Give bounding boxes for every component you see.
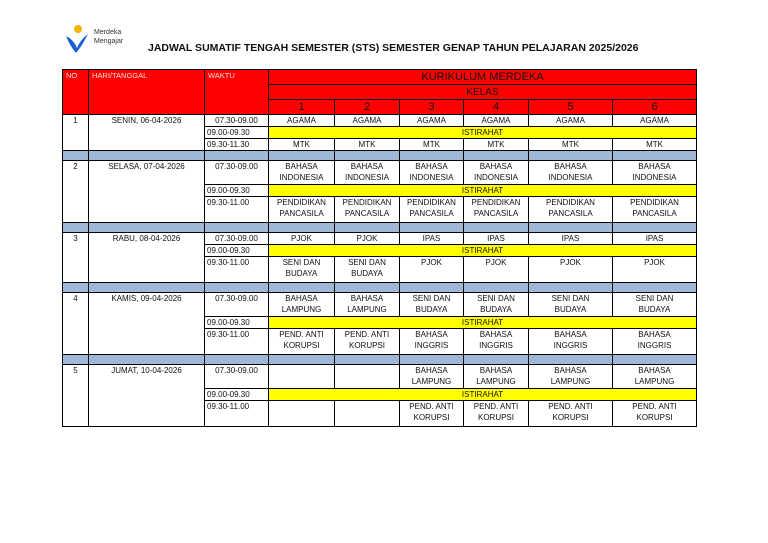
break-label: ISTIRAHAT <box>269 389 697 401</box>
subject-cell-line: SENI DAN <box>348 258 386 267</box>
subject-cell <box>464 293 529 317</box>
separator-cell <box>205 283 269 293</box>
subject-cell <box>335 197 400 223</box>
subject-cell-line: LAMPUNG <box>550 377 591 386</box>
subject-cell-line: BUDAYA <box>351 269 383 278</box>
separator-cell <box>335 223 400 233</box>
subject-cell-line: BAHASA <box>285 294 318 303</box>
separator-cell <box>529 283 613 293</box>
day-date: KAMIS, 09-04-2026 <box>89 293 205 355</box>
subject-cell: PJOK <box>464 257 529 283</box>
day-number: 4 <box>63 293 89 355</box>
separator-cell <box>89 355 205 365</box>
subject-cell-line: PANCASILA <box>279 209 324 218</box>
day-number: 3 <box>63 233 89 283</box>
separator-cell <box>89 283 205 293</box>
session-2-time: 09.30-11.00 <box>205 401 269 427</box>
subject-cell: PJOK <box>335 233 400 245</box>
subject-cell-line: INDONESIA <box>279 173 324 182</box>
header-day: HARI/TANGGAL <box>89 70 205 115</box>
subject-cell: IPAS <box>529 233 613 245</box>
subject-cell-line: PEND. ANTI <box>279 330 324 339</box>
separator-cell <box>63 151 89 161</box>
subject-cell <box>613 401 697 427</box>
subject-cell-line: KORUPSI <box>477 413 514 422</box>
subject-cell <box>613 161 697 185</box>
session-1-time: 07.30-09.00 <box>205 293 269 317</box>
subject-cell-line: BUDAYA <box>285 269 318 278</box>
session-1-time: 07.30-09.00 <box>205 233 269 245</box>
subject-cell-line: BAHASA <box>415 330 448 339</box>
day-separator <box>63 223 697 233</box>
separator-cell <box>400 223 464 233</box>
subject-cell <box>529 401 613 427</box>
separator-cell <box>269 283 335 293</box>
subject-cell-line: BAHASA <box>415 162 448 171</box>
subject-cell <box>464 401 529 427</box>
logo-figure-icon <box>64 24 90 54</box>
subject-cell: PJOK <box>613 257 697 283</box>
day-number: 5 <box>63 365 89 427</box>
subject-cell: MTK <box>269 139 335 151</box>
subject-cell-line: PEND. ANTI <box>632 402 677 411</box>
page-title: JADWAL SUMATIF TENGAH SEMESTER (STS) SEMESTER GENAP TAHUN PELAJARAN 2025/2026 <box>148 42 639 54</box>
separator-cell <box>205 355 269 365</box>
subject-cell-line: BUDAYA <box>480 305 512 314</box>
header-class-6: 6 <box>613 100 697 115</box>
subject-cell <box>400 329 464 355</box>
subject-cell-line: INDONESIA <box>548 173 593 182</box>
separator-cell <box>464 355 529 365</box>
header-class-1: 1 <box>269 100 335 115</box>
separator-cell <box>335 151 400 161</box>
subject-cell-line: KORUPSI <box>283 341 320 350</box>
subject-cell <box>269 365 335 389</box>
subject-cell <box>335 365 400 389</box>
header-no: NO <box>63 70 89 115</box>
separator-cell <box>613 283 697 293</box>
day-number: 2 <box>63 161 89 223</box>
subject-cell-line: PEND. ANTI <box>473 402 519 411</box>
day-separator <box>63 283 697 293</box>
break-time: 09.00-09.30 <box>205 317 269 329</box>
subject-cell-line: BAHASA <box>479 162 513 171</box>
subject-cell-line: BAHASA <box>479 330 513 339</box>
subject-cell-line: PEND. ANTI <box>548 402 593 411</box>
separator-cell <box>613 355 697 365</box>
subject-cell: AGAMA <box>335 115 400 127</box>
subject-cell-line: INGGRIS <box>414 341 449 350</box>
subject-cell <box>335 293 400 317</box>
subject-cell: AGAMA <box>529 115 613 127</box>
separator-cell <box>613 223 697 233</box>
subject-cell-line: PEND. ANTI <box>409 402 454 411</box>
subject-cell <box>400 365 464 389</box>
subject-cell: IPAS <box>464 233 529 245</box>
header-class-5: 5 <box>529 100 613 115</box>
break-label: ISTIRAHAT <box>269 245 697 257</box>
day-separator <box>63 151 697 161</box>
subject-cell-line: BAHASA <box>554 366 587 375</box>
subject-cell <box>269 293 335 317</box>
separator-cell <box>529 151 613 161</box>
separator-cell <box>400 283 464 293</box>
subject-cell <box>464 365 529 389</box>
separator-cell <box>63 223 89 233</box>
subject-cell: AGAMA <box>269 115 335 127</box>
subject-cell: IPAS <box>613 233 697 245</box>
subject-cell-line: SENI DAN <box>551 294 590 303</box>
subject-cell <box>613 329 697 355</box>
subject-cell-line: INDONESIA <box>409 173 454 182</box>
header-curriculum: KURIKULUM MERDEKA <box>269 70 697 85</box>
subject-cell-line: INGGRIS <box>479 341 513 350</box>
subject-cell: MTK <box>400 139 464 151</box>
break-time: 09.00-09.30 <box>205 185 269 197</box>
subject-cell: PJOK <box>529 257 613 283</box>
subject-cell: AGAMA <box>400 115 464 127</box>
subject-cell-line: PENDIDIKAN <box>277 198 326 207</box>
separator-cell <box>269 223 335 233</box>
session-1-time: 07.30-09.00 <box>205 161 269 185</box>
subject-cell-line: PENDIDIKAN <box>471 198 521 207</box>
subject-cell-line: KORUPSI <box>413 413 450 422</box>
subject-cell-line: BUDAYA <box>554 305 587 314</box>
subject-cell-line: BAHASA <box>415 366 448 375</box>
subject-cell-line: PEND. ANTI <box>344 330 390 339</box>
day-date: SENIN, 06-04-2026 <box>89 115 205 151</box>
separator-cell <box>464 283 529 293</box>
logo-line-1: Merdeka <box>94 29 122 36</box>
separator-cell <box>529 223 613 233</box>
subject-cell <box>335 257 400 283</box>
subject-cell <box>529 329 613 355</box>
separator-cell <box>63 355 89 365</box>
day-date: RABU, 08-04-2026 <box>89 233 205 283</box>
separator-cell <box>269 355 335 365</box>
separator-cell <box>89 223 205 233</box>
header-kelas: KELAS <box>269 85 697 100</box>
subject-cell-line: BAHASA <box>554 162 587 171</box>
subject-cell-line: SENI DAN <box>635 294 674 303</box>
break-time: 09.00-09.30 <box>205 245 269 257</box>
subject-cell-line: BAHASA <box>350 294 384 303</box>
subject-cell: MTK <box>613 139 697 151</box>
subject-cell-line: PANCASILA <box>473 209 519 218</box>
logo-line-2: Mengajar <box>94 38 124 45</box>
break-label: ISTIRAHAT <box>269 317 697 329</box>
subject-cell <box>269 257 335 283</box>
separator-cell <box>613 151 697 161</box>
session-2-time: 09.30-11.00 <box>205 197 269 223</box>
subject-cell <box>269 161 335 185</box>
session-1-time: 07.30-09.00 <box>205 365 269 389</box>
subject-cell-line: INDONESIA <box>473 173 518 182</box>
subject-cell-line: PANCASILA <box>632 209 677 218</box>
subject-cell: IPAS <box>400 233 464 245</box>
subject-cell-line: INGGRIS <box>553 341 588 350</box>
separator-cell <box>269 151 335 161</box>
subject-cell-line: KORUPSI <box>552 413 589 422</box>
subject-cell: AGAMA <box>464 115 529 127</box>
separator-cell <box>205 223 269 233</box>
header-class-2: 2 <box>335 100 400 115</box>
subject-cell: AGAMA <box>613 115 697 127</box>
break-label: ISTIRAHAT <box>269 127 697 139</box>
day-date: SELASA, 07-04-2026 <box>89 161 205 223</box>
subject-cell-line: INDONESIA <box>344 173 389 182</box>
subject-cell <box>400 401 464 427</box>
subject-cell: MTK <box>335 139 400 151</box>
subject-cell-line: BAHASA <box>554 330 587 339</box>
separator-cell <box>464 151 529 161</box>
subject-cell-line: PANCASILA <box>344 209 390 218</box>
subject-cell-line: BAHASA <box>479 366 513 375</box>
separator-cell <box>63 283 89 293</box>
subject-cell <box>400 197 464 223</box>
subject-cell <box>529 161 613 185</box>
subject-cell-line: PENDIDIKAN <box>407 198 456 207</box>
subject-cell <box>269 329 335 355</box>
subject-cell <box>400 293 464 317</box>
subject-cell-line: LAMPUNG <box>281 305 322 314</box>
subject-cell-line: LAMPUNG <box>347 305 387 314</box>
subject-cell <box>464 197 529 223</box>
subject-cell-line: SENI DAN <box>282 258 321 267</box>
break-time: 09.00-09.30 <box>205 389 269 401</box>
subject-cell <box>529 197 613 223</box>
header-time: WAKTU <box>205 70 269 115</box>
separator-cell <box>400 355 464 365</box>
subject-cell: MTK <box>464 139 529 151</box>
subject-cell-line: SENI DAN <box>412 294 451 303</box>
subject-cell-line: BAHASA <box>638 162 671 171</box>
day-number: 1 <box>63 115 89 151</box>
separator-cell <box>335 355 400 365</box>
separator-cell <box>335 283 400 293</box>
subject-cell-line: LAMPUNG <box>411 377 452 386</box>
subject-cell <box>464 329 529 355</box>
subject-cell-line: BAHASA <box>350 162 384 171</box>
subject-cell <box>269 401 335 427</box>
subject-cell-line: SENI DAN <box>477 294 515 303</box>
subject-cell-line: PANCASILA <box>548 209 593 218</box>
subject-cell-line: BAHASA <box>285 162 318 171</box>
day-date: JUMAT, 10-04-2026 <box>89 365 205 427</box>
session-2-time: 09.30-11.00 <box>205 257 269 283</box>
session-2-time: 09.30-11.30 <box>205 139 269 151</box>
subject-cell-line: INGGRIS <box>637 341 672 350</box>
subject-cell <box>529 293 613 317</box>
subject-cell-line: LAMPUNG <box>634 377 675 386</box>
subject-cell <box>613 197 697 223</box>
schedule-table <box>62 69 697 427</box>
break-label: ISTIRAHAT <box>269 185 697 197</box>
separator-cell <box>464 223 529 233</box>
subject-cell <box>613 293 697 317</box>
separator-cell <box>89 151 205 161</box>
day-separator <box>63 355 697 365</box>
separator-cell <box>205 151 269 161</box>
merdeka-mengajar-logo <box>64 24 146 58</box>
subject-cell <box>335 329 400 355</box>
subject-cell-line: BUDAYA <box>415 305 448 314</box>
subject-cell <box>464 161 529 185</box>
subject-cell-line: LAMPUNG <box>476 377 516 386</box>
subject-cell-line: KORUPSI <box>348 341 385 350</box>
session-2-time: 09.30-11.00 <box>205 329 269 355</box>
subject-cell-line: BAHASA <box>638 366 671 375</box>
subject-cell-line: KORUPSI <box>636 413 673 422</box>
subject-cell: MTK <box>529 139 613 151</box>
separator-cell <box>529 355 613 365</box>
subject-cell <box>269 197 335 223</box>
subject-cell-line: PENDIDIKAN <box>342 198 392 207</box>
subject-cell-line: PENDIDIKAN <box>630 198 679 207</box>
header-class-3: 3 <box>400 100 464 115</box>
session-1-time: 07.30-09.00 <box>205 115 269 127</box>
subject-cell: PJOK <box>400 257 464 283</box>
separator-cell <box>400 151 464 161</box>
subject-cell-line: BUDAYA <box>638 305 671 314</box>
subject-cell-line: PENDIDIKAN <box>546 198 595 207</box>
subject-cell: PJOK <box>269 233 335 245</box>
subject-cell <box>400 161 464 185</box>
subject-cell-line: INDONESIA <box>632 173 677 182</box>
break-time: 09.00-09.30 <box>205 127 269 139</box>
subject-cell-line: BAHASA <box>638 330 671 339</box>
subject-cell <box>335 161 400 185</box>
subject-cell <box>529 365 613 389</box>
subject-cell <box>613 365 697 389</box>
header-class-4: 4 <box>464 100 529 115</box>
subject-cell-line: PANCASILA <box>409 209 454 218</box>
subject-cell <box>335 401 400 427</box>
